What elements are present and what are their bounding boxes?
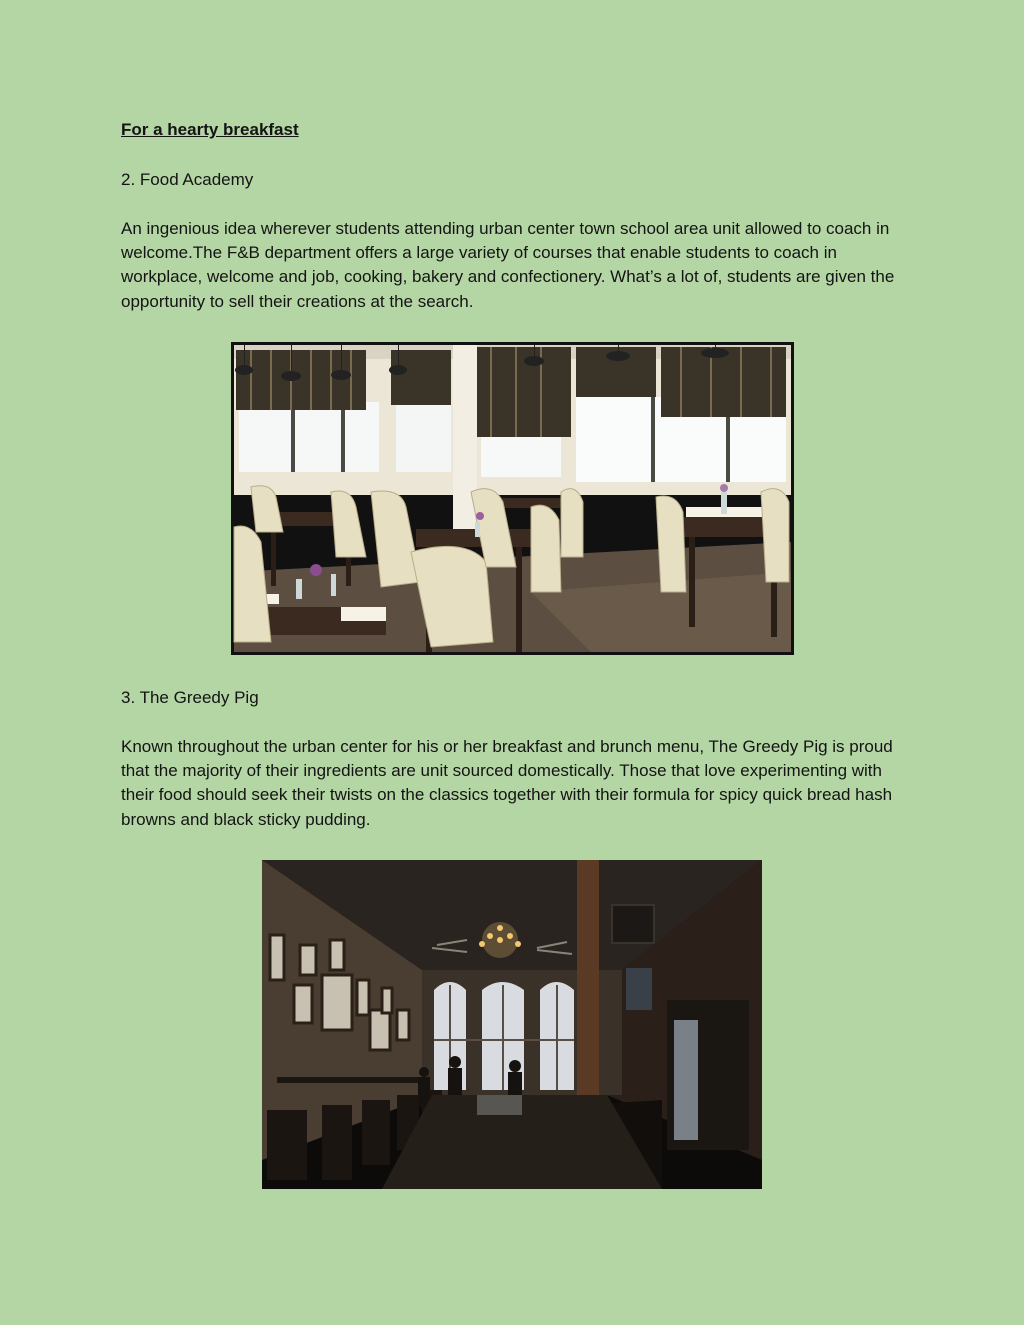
item-body-food-academy: An ingenious idea wherever students attending urban center town school area unit allowed to coach in welcome.The F&B department offers a large variety of courses that enable students to coach in workplace, welcome and job, cooking, bakery and confectionery. What’s a lot of, students are given the opportunity to sell their creations at the search. bbox=[121, 219, 895, 311]
item-body-greedy-pig: Known throughout the urban center for his or her breakfast and brunch menu, The Greedy Pig is proud that the majority of their ingredients are unit sourced domestically. Those that love experimenting with their food should seek their twists on the classics together with their formula for spicy quick bread hash browns and black sticky pudding. bbox=[121, 737, 893, 829]
section-heading: For a hearty breakfast bbox=[121, 120, 299, 139]
item-title-greedy-pig: 3. The Greedy Pig bbox=[121, 688, 259, 707]
item-title-food-academy: 2. Food Academy bbox=[121, 170, 254, 189]
cafe-interior-photo bbox=[262, 860, 762, 1189]
restaurant-dining-room-photo bbox=[231, 342, 794, 655]
